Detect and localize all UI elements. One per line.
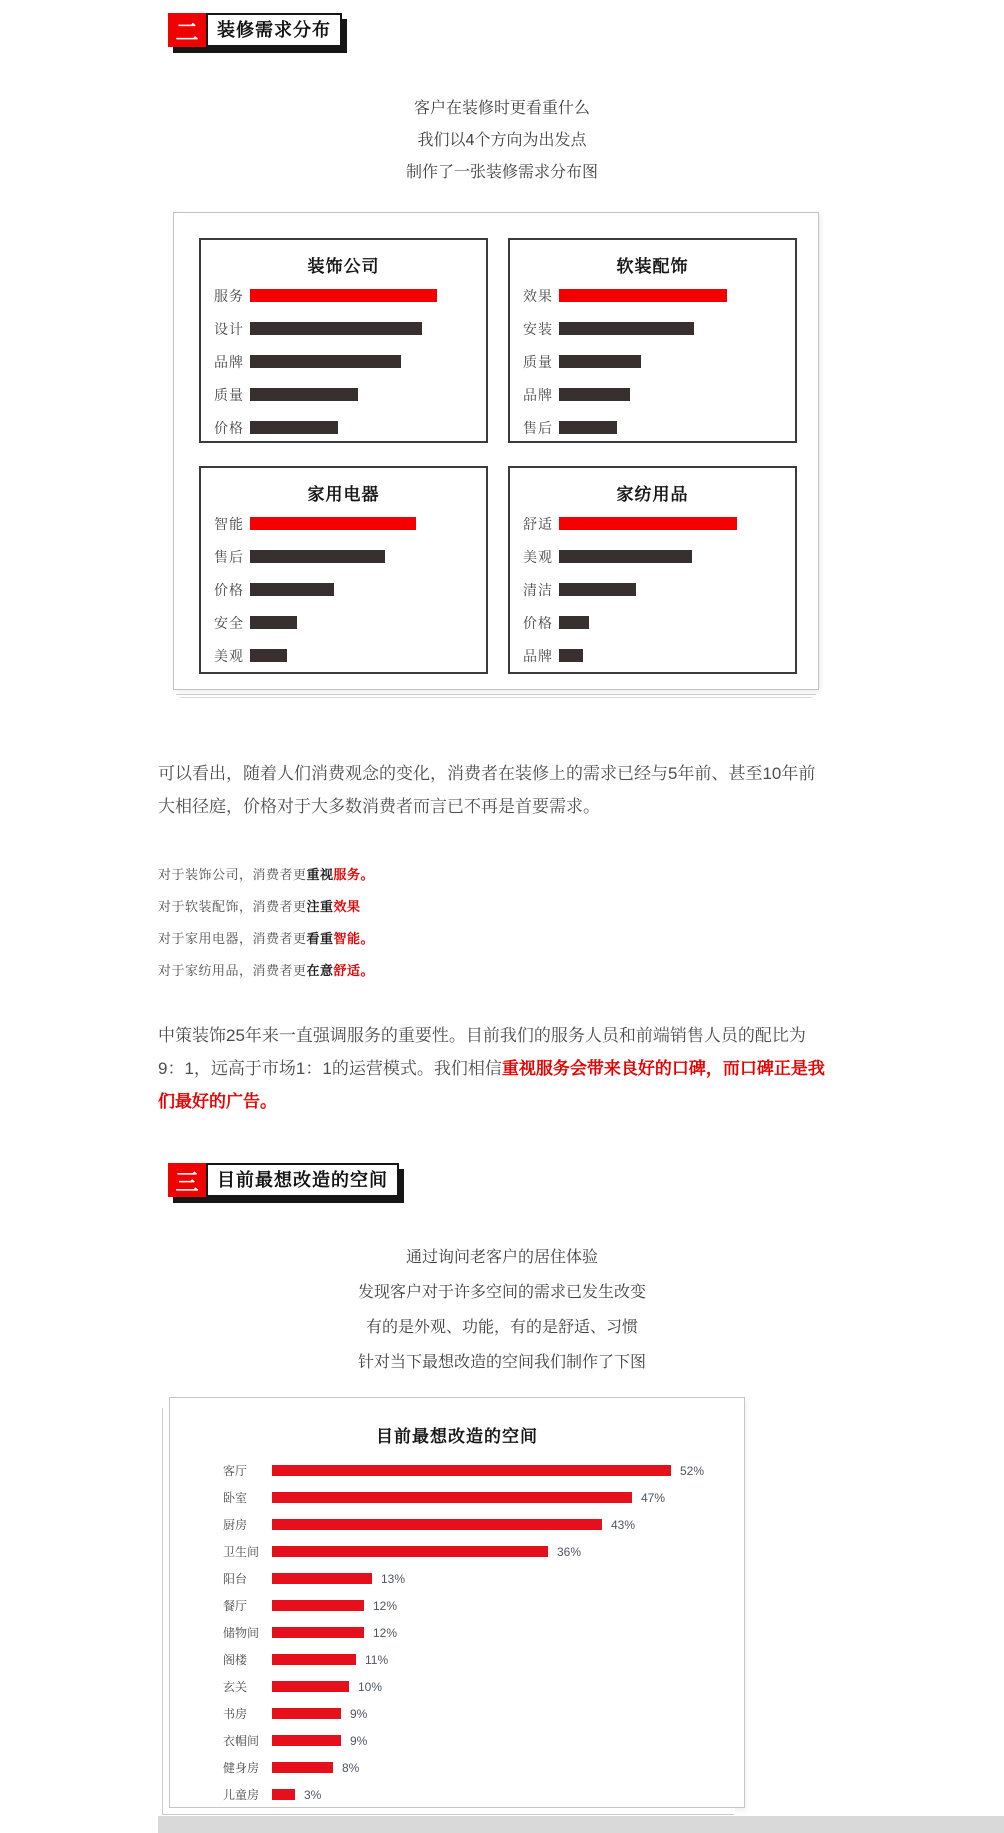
emphasis-text: 在意 — [306, 963, 334, 978]
bar-category-label: 服务 — [214, 287, 244, 304]
bar — [559, 517, 737, 530]
bar-value-label: 12% — [373, 1598, 398, 1613]
spaces-chart-card — [169, 1397, 745, 1808]
bar-category-label: 清洁 — [523, 581, 553, 598]
bar — [272, 1654, 356, 1665]
section-title: 目前最想改造的空间 — [217, 1170, 388, 1190]
bar-row — [510, 639, 795, 672]
bar-category-label: 质量 — [214, 386, 244, 403]
bar — [250, 517, 416, 530]
bar-row — [170, 1538, 744, 1565]
bar-row — [170, 1457, 744, 1484]
bar — [272, 1735, 341, 1746]
bar-category-label: 价格 — [523, 614, 553, 631]
text-line: 中策装饰25年来一直强调服务的重要性。目前我们的服务人员和前端销售人员的配比为 — [158, 1026, 806, 1045]
statement-line: 对于家纺用品，消费者更在意舒适。 — [158, 963, 375, 978]
section-number-badge — [168, 13, 206, 47]
statements-block — [158, 859, 374, 987]
bar-category-label: 舒适 — [523, 515, 553, 532]
statement-line: 对于家用电器，消费者更看重智能。 — [158, 931, 375, 946]
highlight-text: 服务。 — [333, 867, 375, 882]
section-header-spaces-to-renovate — [168, 1163, 399, 1197]
bar — [272, 1519, 602, 1530]
bar-category-label: 设计 — [214, 320, 244, 337]
bar — [250, 421, 338, 434]
quadrant-title: 装饰公司 — [307, 257, 380, 276]
bar-row — [170, 1619, 744, 1646]
quadrant-panel — [508, 466, 797, 674]
bar-value-label: 52% — [680, 1463, 705, 1478]
statement-line: 对于软装配饰，消费者更注重效果 — [158, 899, 361, 914]
bar — [272, 1492, 632, 1503]
bar-category-label: 品牌 — [523, 647, 553, 664]
bar-row — [170, 1484, 744, 1511]
bar-row — [170, 1781, 744, 1808]
paragraph-service-importance — [158, 1019, 882, 1118]
bar-row — [170, 1592, 744, 1619]
bar-row — [201, 312, 486, 345]
bar-value-label: 12% — [373, 1625, 398, 1640]
bar-category-label: 阁楼 — [223, 1653, 248, 1667]
highlight-text: 舒适。 — [333, 963, 375, 978]
bar-row — [201, 540, 486, 573]
bar-value-label: 13% — [381, 1571, 406, 1586]
bar-category-label: 儿童房 — [223, 1788, 260, 1802]
bar-row — [510, 606, 795, 639]
bar-row — [170, 1511, 744, 1538]
bar-category-label: 卫生间 — [223, 1545, 260, 1559]
bar — [272, 1465, 671, 1476]
bar-row — [510, 540, 795, 573]
bar — [559, 289, 727, 302]
bar — [559, 583, 636, 596]
bar-row — [201, 345, 486, 378]
bar-category-label: 餐厅 — [223, 1599, 248, 1613]
emphasis-text: 看重 — [306, 931, 334, 946]
quadrant-panel — [199, 466, 488, 674]
bar-row — [510, 507, 795, 540]
quadrant-panel — [199, 238, 488, 443]
bar-category-label: 衣帽间 — [223, 1734, 260, 1748]
quadrant-panel — [508, 238, 797, 443]
demand-distribution-chart-card — [173, 212, 819, 690]
bar-category-label: 阳台 — [223, 1572, 248, 1586]
bar — [250, 649, 287, 662]
bar — [272, 1789, 295, 1800]
bar-value-label: 9% — [350, 1706, 368, 1721]
statement-line: 对于装饰公司，消费者更重视服务。 — [158, 867, 375, 882]
intro-line: 通过询问老客户的居住体验 — [405, 1249, 598, 1266]
bar — [272, 1627, 364, 1638]
quadrant-rows — [201, 279, 486, 444]
bar-category-label: 品牌 — [523, 386, 553, 403]
section-title-box — [206, 1163, 399, 1197]
quadrant-title: 软装配饰 — [616, 257, 689, 276]
bar-row — [201, 507, 486, 540]
bar-row — [170, 1727, 744, 1754]
numeral-three-icon: 三 — [175, 1168, 199, 1195]
bar-value-label: 43% — [611, 1517, 636, 1532]
bar-row — [510, 279, 795, 312]
bar-value-label: 9% — [350, 1733, 368, 1748]
section-title: 装修需求分布 — [217, 20, 331, 40]
bar-category-label: 智能 — [214, 515, 244, 532]
quadrant-title: 家纺用品 — [616, 485, 689, 504]
paragraph-consumption-change — [158, 757, 882, 823]
bar-category-label: 安装 — [523, 320, 553, 337]
intro-text-block-2 — [0, 1240, 1004, 1380]
intro-line: 客户在装修时更看重什么 — [413, 100, 590, 117]
bar — [559, 388, 630, 401]
text-line: 大相径庭，价格对于大多数消费者而言已不再是首要需求。 — [158, 797, 600, 816]
intro-line: 针对当下最想改造的空间我们制作了下图 — [357, 1354, 646, 1371]
quadrant-rows — [510, 279, 795, 444]
bar-category-label: 储物间 — [223, 1626, 260, 1640]
bar-row — [510, 312, 795, 345]
bar — [272, 1708, 341, 1719]
emphasis-text: 重视 — [306, 867, 334, 882]
bar-row — [201, 279, 486, 312]
bar-row — [170, 1565, 744, 1592]
intro-line: 发现客户对于许多空间的需求已发生改变 — [357, 1284, 646, 1301]
bar-row — [170, 1646, 744, 1673]
space-chart-rows — [170, 1457, 744, 1808]
bar-row — [510, 411, 795, 444]
section-number-badge — [168, 1163, 206, 1197]
bar — [250, 355, 401, 368]
text-line: 可以看出，随着人们消费观念的变化，消费者在装修上的需求已经与5年前、甚至10年前 — [158, 764, 816, 783]
bar — [250, 322, 422, 335]
bar-value-label: 11% — [365, 1652, 389, 1667]
numeral-two-icon: 二 — [175, 18, 199, 45]
emphasis-text: 注重 — [306, 899, 334, 914]
bar — [559, 322, 694, 335]
bar-category-label: 效果 — [523, 287, 553, 304]
bar-value-label: 47% — [641, 1490, 666, 1505]
bar-row — [201, 639, 486, 672]
bar-category-label: 厨房 — [223, 1518, 248, 1532]
chart-title: 目前最想改造的空间 — [376, 1427, 538, 1446]
bar — [559, 550, 692, 563]
bar-row — [201, 378, 486, 411]
highlight-text: 智能。 — [333, 931, 375, 946]
bar-category-label: 售后 — [214, 548, 244, 565]
section-header-demand-distribution — [168, 13, 342, 47]
bar — [272, 1762, 333, 1773]
bar — [250, 583, 334, 596]
bar-row — [170, 1700, 744, 1727]
bar-category-label: 品牌 — [214, 353, 244, 370]
bar-row — [170, 1673, 744, 1700]
bar-category-label: 卧室 — [223, 1491, 248, 1505]
bar-row — [201, 411, 486, 444]
bar-row — [201, 573, 486, 606]
bar-category-label: 美观 — [523, 548, 553, 565]
bar-value-label: 10% — [358, 1679, 383, 1694]
bar — [559, 649, 583, 662]
bar-category-label: 书房 — [223, 1707, 248, 1721]
intro-line: 有的是外观、功能，有的是舒适、习惯 — [365, 1319, 638, 1336]
bar — [272, 1681, 349, 1692]
quadrant-rows — [201, 507, 486, 672]
bar-category-label: 售后 — [523, 419, 553, 436]
bar-value-label: 8% — [342, 1760, 360, 1775]
bar — [272, 1573, 372, 1584]
bar-row — [510, 345, 795, 378]
highlight-text: 重视服务会带来良好的口碑，而口碑正是我 — [501, 1059, 825, 1078]
highlight-text: 们最好的广告。 — [158, 1092, 277, 1111]
bar-category-label: 安全 — [214, 614, 244, 631]
bar-category-label: 质量 — [523, 353, 553, 370]
bar — [559, 616, 589, 629]
bar — [559, 421, 617, 434]
bar — [272, 1546, 548, 1557]
bar-row — [510, 573, 795, 606]
intro-line: 我们以4个方向为出发点 — [417, 132, 587, 149]
text-line — [158, 1085, 882, 1118]
bar — [250, 550, 385, 563]
bar-row — [510, 378, 795, 411]
bar-category-label: 价格 — [214, 581, 244, 598]
section-title-box — [206, 13, 342, 47]
bar-value-label: 36% — [557, 1544, 582, 1559]
bar-category-label: 价格 — [214, 419, 244, 436]
quadrant-title: 家用电器 — [307, 485, 380, 504]
bar — [250, 388, 358, 401]
bar — [272, 1600, 364, 1611]
bar-category-label: 玄关 — [223, 1680, 248, 1694]
bar — [250, 289, 437, 302]
bar-value-label: 3% — [304, 1787, 322, 1802]
quadrant-rows — [510, 507, 795, 672]
bar-category-label: 健身房 — [223, 1761, 260, 1775]
bar-row — [170, 1754, 744, 1781]
intro-line: 制作了一张装修需求分布图 — [405, 164, 598, 181]
bar-category-label: 美观 — [214, 647, 244, 664]
next-image-edge — [158, 1816, 1004, 1833]
text-line: 9：1，远高于市场1：1的运营模式。我们相信重视服务会带来良好的口碑，而口碑正是我 — [158, 1059, 825, 1078]
bar-row — [201, 606, 486, 639]
highlight-text: 效果 — [333, 899, 361, 914]
bar-category-label: 客厅 — [223, 1464, 248, 1478]
bar — [559, 355, 641, 368]
intro-text-block-1 — [0, 93, 1004, 189]
bar — [250, 616, 297, 629]
